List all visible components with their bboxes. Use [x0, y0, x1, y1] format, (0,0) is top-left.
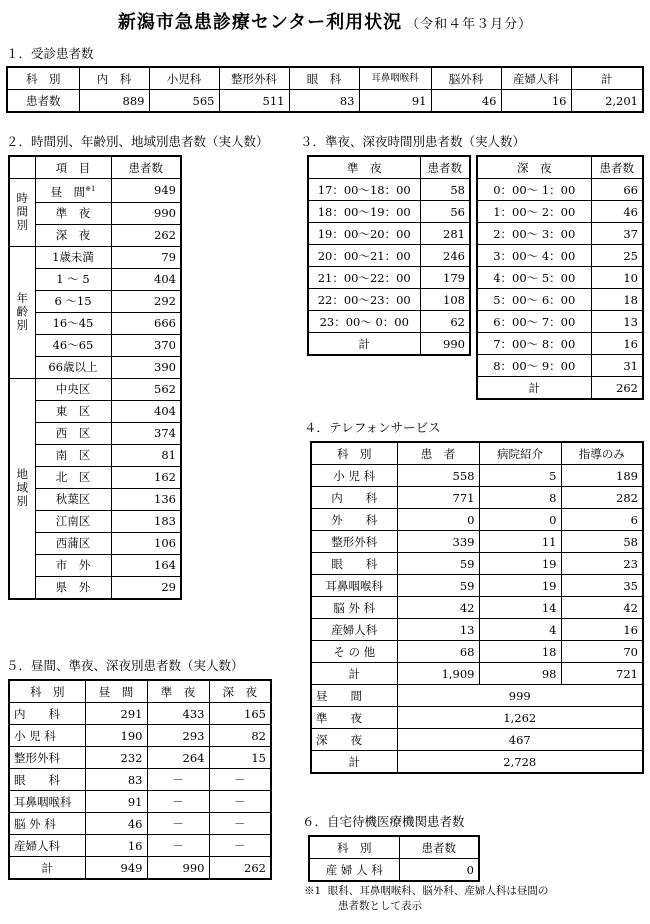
value-cell: 370: [111, 334, 181, 356]
header-cell: 産婦人科: [501, 67, 571, 90]
value-cell: 68: [397, 641, 479, 663]
value-cell: 10: [591, 267, 643, 289]
row-label: 1 ～ 5: [35, 268, 111, 290]
row-label: 5：00～ 6：00: [477, 289, 591, 311]
table-row: [9, 224, 181, 246]
value-cell: 58: [561, 531, 643, 553]
value-cell: 62: [420, 311, 470, 333]
header-cell: 耳鼻咽喉科: [359, 67, 431, 90]
value-cell: 35: [561, 575, 643, 597]
total-label: 計: [477, 377, 591, 400]
value-cell: 11: [479, 531, 561, 553]
value-cell: －: [147, 791, 209, 813]
table-row: [308, 289, 470, 311]
section-6-heading: ６．自宅待機医療機関患者数: [302, 814, 465, 829]
value-cell: 404: [111, 400, 181, 422]
value-cell: 990: [111, 202, 181, 224]
value-cell: 16: [501, 90, 571, 113]
group-label: 年齢別: [9, 246, 35, 378]
table-row: [9, 466, 181, 488]
row-label: 江南区: [35, 510, 111, 532]
value-cell: 19: [479, 553, 561, 575]
header-row: [477, 156, 643, 179]
row-label: 2：00～ 3：00: [477, 223, 591, 245]
value-cell: －: [209, 835, 271, 857]
row-label: 20：00～21：00: [308, 245, 420, 267]
footnote-line-2: 患者数として表示: [338, 900, 422, 912]
value-cell: 56: [420, 201, 470, 223]
value-cell: 16: [85, 835, 147, 857]
row-label: 外 科: [311, 509, 397, 531]
value-cell: 246: [420, 245, 470, 267]
total-value: 990: [420, 333, 470, 356]
total-label: 計: [311, 751, 397, 774]
row-label: 脳 外 科: [311, 597, 397, 619]
total-value: 262: [591, 377, 643, 400]
value-cell: 162: [111, 466, 181, 488]
section-1-heading: １．受診患者数: [6, 46, 94, 61]
value-cell: 404: [111, 268, 181, 290]
footnote-ref: ※1: [85, 185, 96, 193]
row-label: 昼 間: [311, 685, 397, 707]
header-cell: 科 別: [311, 442, 397, 465]
value-cell: －: [147, 769, 209, 791]
value-cell: 374: [111, 422, 181, 444]
row-label: 東 区: [35, 400, 111, 422]
value-cell: 183: [111, 510, 181, 532]
page-subtitle: （令和４年３月分）: [406, 17, 533, 32]
header-cell: 患者数: [111, 156, 181, 179]
value-cell: －: [209, 791, 271, 813]
value-cell: 511: [219, 90, 289, 113]
value-cell: 666: [111, 312, 181, 334]
time-row: [311, 707, 643, 729]
value-cell: 232: [85, 747, 147, 769]
table-row: [308, 245, 470, 267]
value-cell: 18: [591, 289, 643, 311]
table-row: [477, 267, 643, 289]
row-label: 県 外: [35, 576, 111, 599]
value-cell: 5: [479, 465, 561, 487]
table-row: [308, 201, 470, 223]
group-label: 地域別: [9, 378, 35, 599]
section-2-heading: ２．時間別、年齢別、地域別患者数（実人数）: [6, 134, 269, 149]
row-label: 7：00～ 8：00: [477, 333, 591, 355]
table-row: [308, 311, 470, 333]
table-row: [9, 747, 271, 769]
header-cell: 指導のみ: [561, 442, 643, 465]
header-cell: 科 別: [9, 680, 85, 703]
value-cell: 91: [359, 90, 431, 113]
table-row: [9, 835, 271, 857]
table-row: [477, 201, 643, 223]
row-label: 産 婦 人 科: [309, 859, 399, 882]
total-label: 計: [308, 333, 420, 356]
row-label: 北 区: [35, 466, 111, 488]
row-label: 23：00～ 0：00: [308, 311, 420, 333]
row-label: 4：00～ 5：00: [477, 267, 591, 289]
row-label: そ の 他: [311, 641, 397, 663]
section-5-heading: ５．昼間、準夜、深夜別患者数（実人数）: [6, 658, 244, 673]
row-label: 6：00～ 7：00: [477, 311, 591, 333]
table-row: [311, 531, 643, 553]
row-label: 深 夜: [35, 224, 111, 246]
table-row: [311, 509, 643, 531]
row-label: 西 区: [35, 422, 111, 444]
corner-cell: [9, 156, 35, 179]
table-patient-counts: [6, 66, 644, 113]
value-cell: －: [209, 769, 271, 791]
table-row: [311, 465, 643, 487]
value-cell: 339: [397, 531, 479, 553]
value-cell: 771: [397, 487, 479, 509]
total-value: 949: [85, 857, 147, 880]
value-cell: 106: [111, 532, 181, 554]
value-cell: 1,262: [397, 707, 643, 729]
header-cell: 昼 間: [85, 680, 147, 703]
table-row: [9, 400, 181, 422]
time-row: [311, 685, 643, 707]
value-cell: 390: [111, 356, 181, 378]
grand-total-row: [311, 751, 643, 774]
table-row: [9, 532, 181, 554]
total-label: 計: [9, 857, 85, 880]
value-cell: 83: [289, 90, 359, 113]
header-cell: 脳外科: [431, 67, 501, 90]
row-label: 66歳以上: [35, 356, 111, 378]
total-row: [308, 333, 470, 356]
value-cell: 136: [111, 488, 181, 510]
table-row: [9, 179, 181, 203]
table-row: [311, 641, 643, 663]
table-row: [477, 289, 643, 311]
header-row: [7, 67, 643, 90]
value-cell: 467: [397, 729, 643, 751]
value-cell: 262: [111, 224, 181, 246]
value-cell: －: [147, 813, 209, 835]
row-label: 産婦人科: [311, 619, 397, 641]
table-row: [9, 290, 181, 312]
table-row: [9, 268, 181, 290]
value-cell: 29: [111, 576, 181, 599]
header-cell: 準 夜: [308, 156, 420, 179]
row-label: 6 ～15: [35, 290, 111, 312]
table-row: [9, 488, 181, 510]
value-cell: 165: [209, 703, 271, 725]
row-label: 1：00～ 2：00: [477, 201, 591, 223]
group-label: 時間別: [9, 179, 35, 247]
value-cell: 46: [431, 90, 501, 113]
row-label: 17：00～18：00: [308, 179, 420, 201]
row-label: 産婦人科: [9, 835, 85, 857]
value-cell: 562: [111, 378, 181, 400]
section-4-heading: ４．テレフォンサービス: [304, 420, 441, 435]
header-cell: 深 夜: [209, 680, 271, 703]
table-row: [477, 355, 643, 377]
table-row: [9, 791, 271, 813]
row-label: 19：00～20：00: [308, 223, 420, 245]
value-cell: 282: [561, 487, 643, 509]
table-row: [9, 378, 181, 400]
table-row: [477, 245, 643, 267]
value-cell: 25: [591, 245, 643, 267]
time-row: [311, 729, 643, 751]
table-junya-hours: [307, 155, 471, 356]
header-cell: 項 目: [35, 156, 111, 179]
header-cell: 内 科: [79, 67, 149, 90]
value-cell: 433: [147, 703, 209, 725]
value-cell: 179: [420, 267, 470, 289]
value-cell: 16: [591, 333, 643, 355]
footnote-line-1: 眼科、耳鼻咽喉科、脳外科、産婦人科は昼間の: [327, 885, 549, 897]
table-row: [477, 333, 643, 355]
header-row: [308, 156, 470, 179]
header-cell: 計: [571, 67, 643, 90]
value-cell: 0: [399, 859, 479, 882]
value-cell: 558: [397, 465, 479, 487]
table-row: [9, 554, 181, 576]
total-value: 990: [147, 857, 209, 880]
table-row: [9, 444, 181, 466]
table-row: [9, 246, 181, 268]
value-cell: 18: [479, 641, 561, 663]
value-cell: 13: [591, 311, 643, 333]
row-label: 準 夜: [311, 707, 397, 729]
row-label: 内 科: [311, 487, 397, 509]
row-label: 脳 外 科: [9, 813, 85, 835]
value-cell: 6: [561, 509, 643, 531]
row-label: 昼 間$^{※1}$: [35, 179, 111, 203]
value-cell: 79: [111, 246, 181, 268]
total-value: 98: [479, 663, 561, 685]
header-cell: 患者数: [591, 156, 643, 179]
table-row: [9, 334, 181, 356]
total-value: 262: [209, 857, 271, 880]
value-cell: 23: [561, 553, 643, 575]
value-cell: 13: [397, 619, 479, 641]
total-row: [477, 377, 643, 400]
row-label: 整形外科: [9, 747, 85, 769]
value-cell: 565: [149, 90, 219, 113]
value-cell: －: [209, 813, 271, 835]
row-label: 1歳未満: [35, 246, 111, 268]
value-cell: 70: [561, 641, 643, 663]
row-label: 16～45: [35, 312, 111, 334]
value-cell: 16: [561, 619, 643, 641]
table-row: [477, 179, 643, 201]
header-row: [9, 680, 271, 703]
value-cell: 190: [85, 725, 147, 747]
total-value: 1,909: [397, 663, 479, 685]
footnote: [304, 884, 548, 914]
table-shinya-hours: [476, 155, 644, 400]
table-row: [308, 267, 470, 289]
value-cell: －: [147, 835, 209, 857]
table-row: [9, 356, 181, 378]
row-label: 耳鼻咽喉科: [311, 575, 397, 597]
table-row: [311, 553, 643, 575]
table-telephone-service: [310, 441, 644, 774]
table-row: [9, 703, 271, 725]
row-label: 0：00～ 1：00: [477, 179, 591, 201]
total-row: [9, 857, 271, 880]
table-row: [311, 597, 643, 619]
table-row: [9, 813, 271, 835]
row-label: 深 夜: [311, 729, 397, 751]
value-cell: 83: [85, 769, 147, 791]
row-label: 小 児 科: [9, 725, 85, 747]
header-row: [9, 156, 181, 179]
header-cell: 眼 科: [289, 67, 359, 90]
value-cell: 91: [85, 791, 147, 813]
row-label: 準 夜: [35, 202, 111, 224]
value-cell: 46: [591, 201, 643, 223]
header-cell: 病院紹介: [479, 442, 561, 465]
table-row: [477, 223, 643, 245]
value-cell: 189: [561, 465, 643, 487]
value-cell: 15: [209, 747, 271, 769]
page-title: 新潟市急患診療センター利用状況 （令和４年３月分）: [117, 12, 533, 33]
row-label: 3：00～ 4：00: [477, 245, 591, 267]
value-cell: 81: [111, 444, 181, 466]
value-cell: 42: [561, 597, 643, 619]
total-label: 計: [311, 663, 397, 685]
row-label: 22：00～23：00: [308, 289, 420, 311]
table-row: [9, 312, 181, 334]
header-cell: 患者数: [420, 156, 470, 179]
row-label: 眼 科: [311, 553, 397, 575]
table-row: [308, 179, 470, 201]
table-row: [311, 619, 643, 641]
header-cell: 患者数: [399, 836, 479, 859]
row-label: 小 児 科: [311, 465, 397, 487]
section-3-heading: ３．準夜、深夜時間別患者数（実人数）: [300, 134, 526, 149]
header-cell: 準 夜: [147, 680, 209, 703]
table-row: [9, 422, 181, 444]
table-day-night-patients: [8, 679, 272, 880]
footnote-mark: ※1: [304, 885, 322, 897]
table-row: [7, 90, 643, 113]
table-row: [9, 202, 181, 224]
value-cell: 291: [85, 703, 147, 725]
header-cell: 小児科: [149, 67, 219, 90]
row-label: 患者数: [7, 90, 79, 113]
value-cell: 949: [111, 179, 181, 203]
value-cell: 108: [420, 289, 470, 311]
row-label: 眼 科: [9, 769, 85, 791]
table-row: [311, 487, 643, 509]
value-cell: 292: [111, 290, 181, 312]
header-cell: 整形外科: [219, 67, 289, 90]
table-row: [477, 311, 643, 333]
value-cell: 58: [420, 179, 470, 201]
value-cell: 31: [591, 355, 643, 377]
total-value: 721: [561, 663, 643, 685]
row-label: 南 区: [35, 444, 111, 466]
row-label: 46～65: [35, 334, 111, 356]
row-label: 21：00～22：00: [308, 267, 420, 289]
value-cell: 59: [397, 575, 479, 597]
value-cell: 8: [479, 487, 561, 509]
row-label: 耳鼻咽喉科: [9, 791, 85, 813]
value-cell: 0: [397, 509, 479, 531]
row-label: 整形外科: [311, 531, 397, 553]
row-label: 18：00～19：00: [308, 201, 420, 223]
table-time-age-region: [8, 155, 182, 600]
header-cell: 深 夜: [477, 156, 591, 179]
header-row: [311, 442, 643, 465]
table-row: [311, 575, 643, 597]
value-cell: 281: [420, 223, 470, 245]
header-cell: 患 者: [397, 442, 479, 465]
value-cell: 42: [397, 597, 479, 619]
table-row: [9, 725, 271, 747]
total-value: 2,728: [397, 751, 643, 774]
row-label: 市 外: [35, 554, 111, 576]
row-label: 内 科: [9, 703, 85, 725]
value-cell: 2,201: [571, 90, 643, 113]
row-label: 秋葉区: [35, 488, 111, 510]
table-row: [9, 510, 181, 532]
total-row: [311, 663, 643, 685]
value-cell: 999: [397, 685, 643, 707]
value-cell: 164: [111, 554, 181, 576]
value-cell: 66: [591, 179, 643, 201]
value-cell: 19: [479, 575, 561, 597]
table-home-standby: [308, 835, 480, 882]
row-label: 中央区: [35, 378, 111, 400]
value-cell: 37: [591, 223, 643, 245]
value-cell: 14: [479, 597, 561, 619]
table-row: [308, 223, 470, 245]
table-row: [9, 769, 271, 791]
header-cell: 科 別: [309, 836, 399, 859]
value-cell: 0: [479, 509, 561, 531]
value-cell: 264: [147, 747, 209, 769]
value-cell: 82: [209, 725, 271, 747]
value-cell: 4: [479, 619, 561, 641]
value-cell: 293: [147, 725, 209, 747]
table-row: [9, 576, 181, 599]
value-cell: 889: [79, 90, 149, 113]
value-cell: 46: [85, 813, 147, 835]
value-cell: 59: [397, 553, 479, 575]
row-label: 8：00～ 9：00: [477, 355, 591, 377]
header-cell: 科 別: [7, 67, 79, 90]
row-label: 西蒲区: [35, 532, 111, 554]
